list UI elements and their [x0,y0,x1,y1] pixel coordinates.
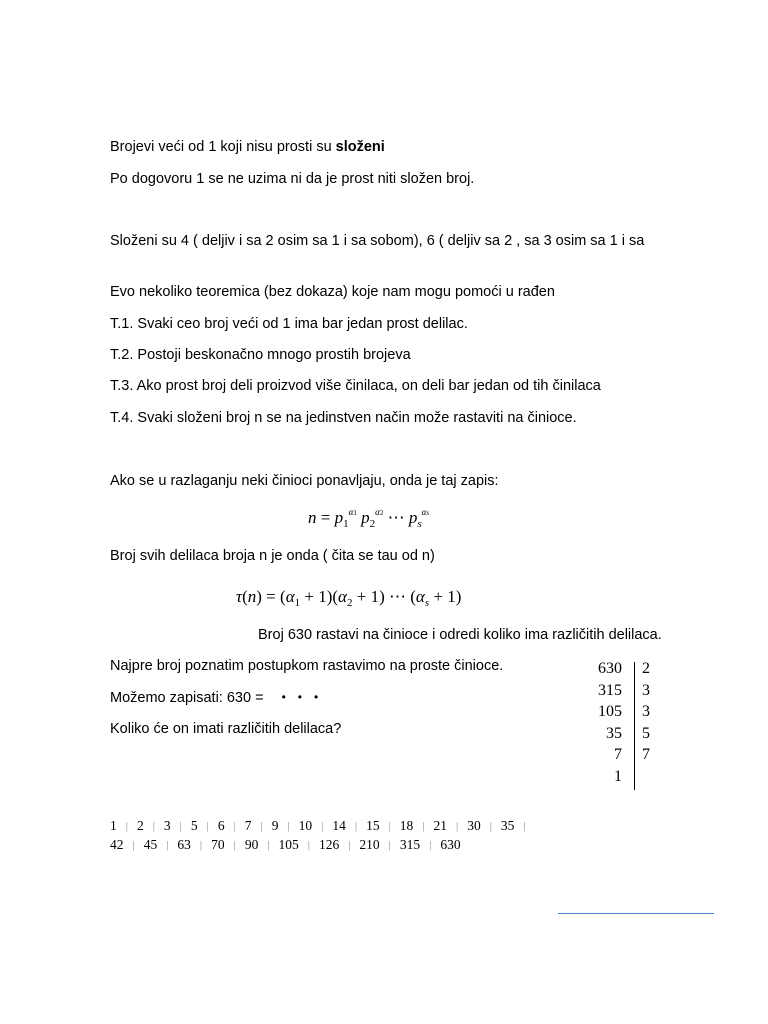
write-text: Možemo zapisati: 630 = [110,690,264,706]
intro-bold: složeni [335,139,385,155]
divisor: 45 [143,837,158,852]
table-row: 35 5 [606,724,650,742]
divisor: 70 [211,837,225,852]
theorems-intro-line: Evo nekoliko teoremica (bez dokaza) koje nam mogu pomoći u rađen [110,284,555,300]
divisor: 63 [177,837,191,852]
divisor: 210 [359,837,380,852]
question-line: Koliko će on imati različitih delilaca? [110,721,342,737]
divisor: 3 [163,818,171,833]
table-row: 630 2 [598,660,650,677]
divisor: 9 [271,818,279,833]
theorem-2: T.2. Postoji beskonačno mnogo prostih brojeva [110,347,411,363]
divisors-row-2: 42 | 45 | 63 | 70 | 90 | 105 | 126 | 210 | 315 | 630 [110,837,461,852]
divisor: 2 [136,818,144,833]
divisor: 30 [467,818,481,833]
table-divider [634,662,635,790]
table-row: 315 3 [598,681,650,699]
divisors-row-1: 1 | 2 | 3 | 5 | 6 | 7 | 9 | 10 | 14 | 15 | 18 | 21 | 30 | 35 | [110,818,526,833]
tau-formula: $\tau(n) = (\alpha_1 + 1)(\alpha_2 + 1)$ ⋯ $(\alpha_s + 1)$ [236,587,462,609]
tau-intro-line: Broj svih delilaca broja n je onda ( čita se tau od n) [110,548,435,564]
convention-line: Po dogovoru 1 se ne uzima ni da je prost niti složen broj. [110,171,475,187]
divisor: 315 [399,837,421,852]
placeholder-dots: ••• [281,690,331,704]
method-line: Najpre broj poznatim postupkom rastavimo na proste činioce. [110,658,504,674]
divisor: 630 [440,837,461,852]
divisor: 21 [433,818,447,833]
divisor: 15 [366,818,380,833]
table-row: 1 [614,767,622,785]
divisor: 42 [110,837,124,852]
factorization-formula: $n = p_1^{\alpha 1}$ $p_2^{\alpha 2}$ ⋯ $p_s^{\alpha s}$ [308,507,430,530]
task-line: Broj 630 rastavi na činioce i odredi koliko ima različitih delilaca. [258,627,662,643]
divisor: 14 [332,818,346,833]
write-line [110,689,330,707]
divisor: 18 [399,818,414,833]
divisor: 10 [298,818,313,833]
divisor: 5 [190,818,198,833]
composite-examples-line: Složeni su 4 ( deljiv i sa 2 osim sa 1 i sa sobom), 6 ( deljiv sa 2 , sa 3 osim sa 1 i sa [110,233,645,249]
divisor: 6 [217,818,225,833]
factorization-intro-line: Ako se u razlaganju neki činioci ponavljaju, onda je taj zapis: [110,473,499,489]
divisor: 1 [110,818,117,833]
table-row: 105 3 [598,703,650,720]
divisor: 35 [500,818,515,833]
divisor: 7 [244,818,252,833]
table-row: 7 7 [614,746,650,763]
theorem-3: T.3. Ako prost broj deli proizvod više činilaca, on deli bar jedan od tih činilaca [110,378,601,394]
divisor: 105 [278,837,299,852]
theorem-4: T.4. Svaki složeni broj n se na jedinstven način može rastaviti na činioce. [110,410,577,426]
intro-line [110,138,385,156]
divisor: 90 [244,837,259,852]
answer-underline [558,913,714,914]
divisor: 126 [318,837,340,852]
theorem-1: T.1. Svaki ceo broj veći od 1 ima bar jedan prost delilac. [110,316,468,332]
intro-text: Brojevi veći od 1 koji nisu prosti su [110,139,336,155]
factorization-table [588,660,672,789]
